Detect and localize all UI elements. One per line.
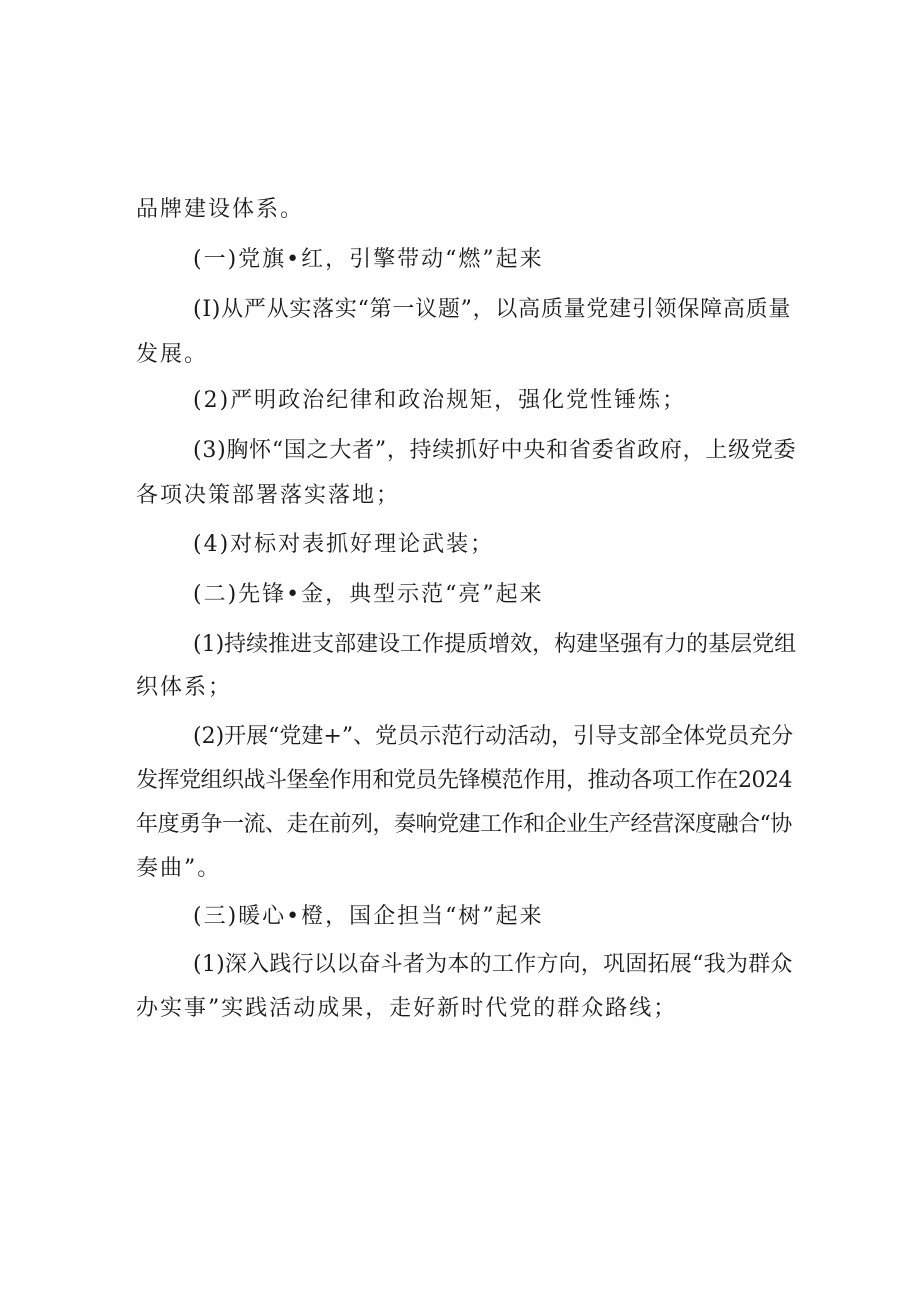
- text-line: (2)严明政治纪律和政治规矩，强化党性锤炼；: [193, 388, 687, 413]
- section-heading-2: (二)先锋•金，典型示范“亮”起来: [193, 582, 544, 607]
- text-line: 品牌建设体系。: [136, 197, 305, 222]
- text-line: 各项决策部署落实落地；: [136, 483, 401, 508]
- text-line: (3)胸怀“国之大者”，持续抓好中央和省委省政府，上级党委: [193, 438, 797, 463]
- text-line: 奏曲”。: [136, 856, 222, 881]
- section-heading-1: (一)党旗•红，引擎带动“燃”起来: [193, 247, 544, 272]
- text-line: (2)开展“党建+”、党员示范行动活动，引导支部全体党员充分: [193, 724, 794, 749]
- text-line: 发挥党组织战斗堡垒作用和党员先锋模范作用，推动各项工作在2024: [136, 768, 792, 793]
- text-line: 织体系；: [136, 675, 233, 700]
- text-line: (4)对标对表抓好理论武装；: [193, 532, 495, 557]
- text-line: (1)持续推进支部建设工作提质增效，构建坚强有力的基层党组: [193, 632, 797, 657]
- text-line: 办实事”实践活动成果，走好新时代党的群众路线；: [136, 996, 678, 1021]
- section-heading-3: (三)暖心•橙，国企担当“树”起来: [193, 904, 544, 929]
- text-line: 发展。: [136, 342, 209, 367]
- text-line: 年度勇争一流、走在前列，奏响党建工作和企业生产经营深度融合“协: [136, 812, 792, 837]
- text-line: (I)从严从实落实“第一议题”，以高质量党建引领保障高质量: [193, 297, 792, 322]
- text-line: (1)深入践行以以奋斗者为本的工作方向，巩固拓展“我为群众: [193, 952, 793, 977]
